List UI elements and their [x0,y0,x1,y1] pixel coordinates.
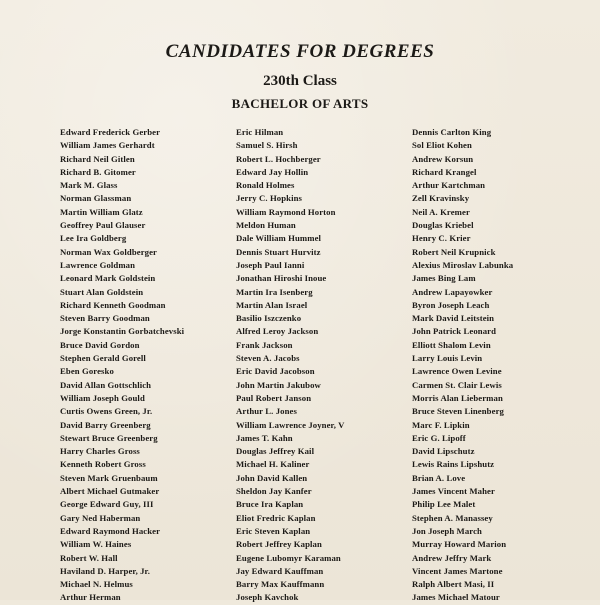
candidate-name: Marc F. Lipkin [412,419,470,430]
candidate-name: Joseph Kavchok [236,592,299,603]
candidate-name: John Martin Jakubow [236,379,321,390]
candidate-name: Richard Neil Gitlen [60,153,135,164]
document-title: CANDIDATES FOR DEGREES [165,41,435,62]
candidate-name: Zell Kravinsky [412,193,470,204]
candidate-name: Richard B. Gitomer [60,166,136,177]
candidate-name: Sheldon Jay Kanfer [236,486,312,497]
candidate-name: James Michael Matour [412,592,500,603]
candidate-name: Byron Joseph Leach [412,299,490,310]
candidate-name: John Patrick Leonard [412,326,497,337]
candidate-name: Douglas Kriebel [412,220,474,231]
candidate-name: Jon Joseph March [412,525,482,536]
candidate-name: Andrew Lapayowker [412,286,493,297]
candidate-name: William Joseph Gould [60,392,145,403]
candidate-name: Dennis Stuart Hurvitz [236,246,321,257]
candidate-name: Andrew Korsun [412,153,474,164]
candidate-name: Andrew Jeffry Mark [412,552,492,563]
candidate-name: Albert Michael Gutmaker [60,486,160,497]
candidate-name: James Vincent Maher [412,486,495,497]
candidate-name: Morris Alan Lieberman [412,392,503,403]
candidate-name: Harry Charles Gross [60,446,140,457]
candidate-name: David Lipschutz [412,446,475,457]
candidate-name: Edward Jay Hollin [236,166,309,177]
candidate-name: Jorge Konstantin Gorbatchevski [60,326,185,337]
candidate-name: Elliott Shalom Levin [412,339,491,350]
candidate-name: Basilio Iszczenko [236,313,302,324]
candidate-name: Eugene Lubomyr Karaman [236,552,341,563]
candidate-name: Robert Neil Krupnick [412,246,496,257]
candidate-name: William Lawrence Joyner, V [236,419,345,430]
candidate-name: Dale William Hummel [236,233,322,244]
candidate-name: James T. Kahn [236,432,293,443]
candidate-name: George Edward Guy, III [60,499,154,510]
candidate-name: Arthur L. Jones [236,406,297,417]
candidate-name: Haviland D. Harper, Jr. [60,565,150,576]
candidate-name: William W. Haines [60,539,132,550]
candidate-name: Lewis Rains Lipshutz [412,459,495,470]
candidate-name: Kenneth Robert Gross [60,459,146,470]
degree-heading: BACHELOR OF ARTS [231,96,369,111]
candidate-name: Samuel S. Hirsh [236,140,298,151]
candidate-name: Jay Edward Kauffman [236,565,324,576]
candidate-name: Bruce David Gordon [60,339,140,350]
candidate-name: Jonathan Hiroshi Inoue [236,273,327,284]
candidate-name: Brian A. Love [412,472,466,483]
candidate-name: Vincent James Martone [412,565,503,576]
candidate-name: Norman Glassman [60,193,132,204]
candidate-name: Michael H. Kaliner [236,459,310,470]
candidate-name: Larry Louis Levin [412,353,483,364]
candidate-name: Curtis Owens Green, Jr. [60,406,153,417]
candidate-name: Eben Goresko [60,366,114,377]
candidate-name: Lawrence Owen Levine [412,366,502,377]
candidate-name: Frank Jackson [236,339,293,350]
candidate-name: Sol Eliot Kohen [412,140,472,151]
candidate-name: Eric G. Lipoff [412,432,466,443]
candidate-name: Joseph Paul Ianni [236,259,305,270]
candidate-name: Alfred Leroy Jackson [236,326,319,337]
candidate-name: Jerry C. Hopkins [236,193,303,204]
candidate-name: Edward Raymond Hacker [60,525,161,536]
candidate-name: Martin Ira Isenberg [236,286,313,297]
candidate-name: Leonard Mark Goldstein [60,273,156,284]
candidate-name: Steven Barry Goodman [60,313,150,324]
candidate-name: Bruce Ira Kaplan [236,499,304,510]
candidate-name: Steven A. Jacobs [236,353,300,364]
candidate-name: Lee Ira Goldberg [60,233,127,244]
candidate-name: Alexius Miroslav Labunka [412,259,514,270]
candidate-name: Dennis Carlton King [412,127,492,137]
candidate-name: Ronald Holmes [236,180,295,191]
candidate-name: Arthur Herman [60,592,121,603]
candidate-name: Geoffrey Paul Glauser [60,220,146,231]
candidate-name: James Bing Lam [412,273,476,284]
candidate-name: Gary Ned Haberman [60,512,141,523]
candidate-name: Bruce Steven Linenberg [412,406,504,417]
candidate-name: Stuart Alan Goldstein [60,286,144,297]
candidate-name: Stephen A. Manassey [412,512,493,523]
candidate-name: Murray Howard Marion [412,539,507,550]
candidate-name: Mark M. Glass [60,180,118,191]
candidate-name: Lawrence Goldman [60,259,136,270]
candidate-name: Neil A. Kremer [412,206,470,217]
candidate-name: Richard Krangel [412,166,477,177]
candidate-name: Robert Jeffrey Kaplan [236,539,322,550]
name-column-2 [236,126,408,605]
candidate-name: Robert L. Hochberger [236,153,321,164]
candidate-name: Philip Lee Malet [412,499,476,510]
candidate-name: Stephen Gerald Gorell [60,353,146,364]
candidate-name: Martin William Glatz [60,206,143,217]
candidate-name: Robert W. Hall [60,552,118,563]
candidate-name: Eric Hilman [236,127,284,137]
candidate-name: Norman Wax Goldberger [60,246,158,257]
candidate-name: Ralph Albert Masi, II [412,579,495,590]
candidate-name: Richard Kenneth Goodman [60,299,166,310]
candidate-name: David Allan Gottschlich [60,379,152,390]
candidate-name: David Barry Greenberg [60,419,151,430]
candidate-name: Barry Max Kauffmann [236,579,325,590]
candidate-name: Henry C. Krier [412,233,471,244]
candidate-name: Eliot Fredric Kaplan [236,512,316,523]
class-heading: 230th Class [263,73,337,89]
candidate-name: William James Gerhardt [60,140,155,151]
candidate-name: Eric David Jacobson [236,366,315,377]
candidate-name: Steven Mark Gruenbaum [60,472,158,483]
candidate-name: Meldon Human [236,220,296,231]
candidate-name: Michael N. Helmus [60,579,133,590]
candidate-name: Mark David Leitstein [412,313,495,324]
candidate-name: Stewart Bruce Greenberg [60,432,158,443]
name-column-1 [60,126,230,605]
candidate-name: Carmen St. Clair Lewis [412,379,502,390]
candidate-name: Edward Frederick Gerber [60,127,161,137]
name-column-3 [412,126,592,605]
candidate-name: William Raymond Horton [236,206,336,217]
candidate-name: Paul Robert Janson [236,392,312,403]
candidate-name: Martin Alan Israel [236,299,308,310]
candidate-name: Eric Steven Kaplan [236,525,311,536]
candidate-name: Douglas Jeffrey Kail [236,446,315,457]
candidate-name: Arthur Kartchman [412,180,486,191]
candidate-name: John David Kallen [236,472,308,483]
